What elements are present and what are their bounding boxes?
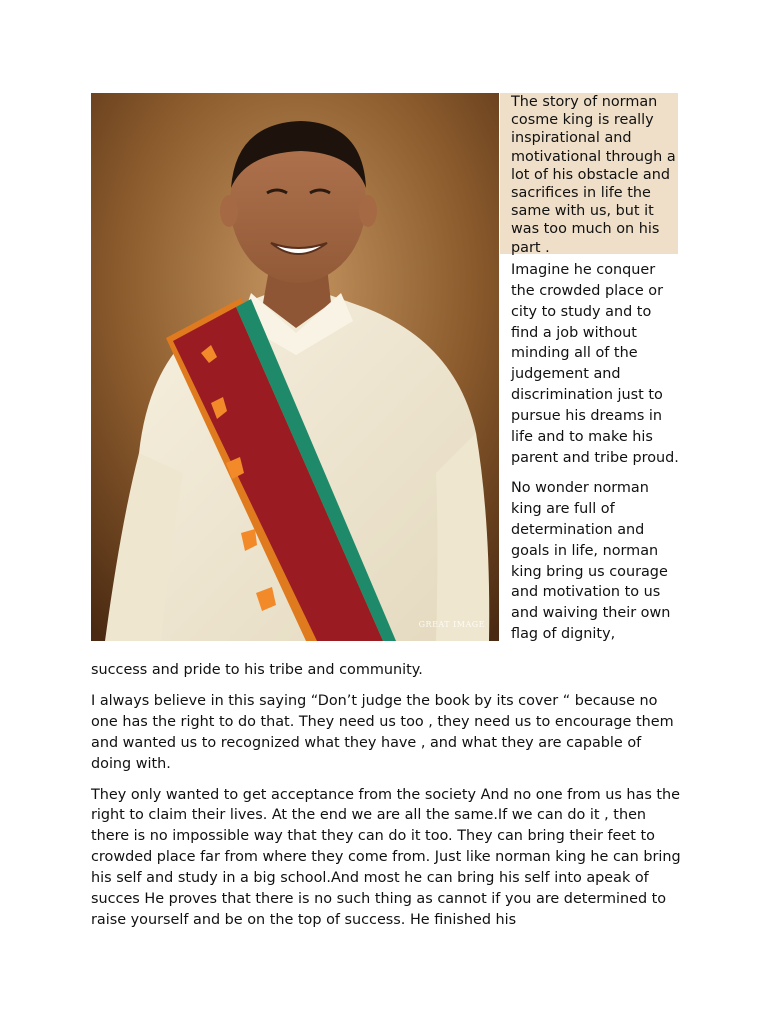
side-column bbox=[511, 93, 679, 645]
body-text bbox=[91, 660, 681, 941]
paragraph-continuation: success and pride to his tribe and community. bbox=[91, 662, 423, 678]
portrait-photo bbox=[91, 93, 499, 641]
highlighted-paragraph: The story of norman cosme king is really inspirational and motivational through a lot of his obstacle and sacrifices in life the same with us, but it was too much on his part . bbox=[511, 94, 676, 256]
paragraph-no-wonder: No wonder norman king are full of determination and goals in life, norman king bring us courage and motivation to us and waiving their own flag of dignity, bbox=[511, 479, 671, 643]
graduate-portrait-icon bbox=[91, 93, 499, 641]
paragraph-imagine: Imagine he conquer the crowded place or city to study and to find a job without minding all of the judgement and discrimination just to pursue his dreams in life and to make his parent and tribe proud. bbox=[511, 261, 679, 466]
paragraph-acceptance: They only wanted to get acceptance from the society And no one from us has the right to claim their lives. At the end we are all the same.If we can do it , then there is no impossible way that they can do it too. They can bring their feet to crowded place far from where they come from. Just like norman king he can bring his self and study in a big school.And most he can bring his self into apeak of succes He proves that there is no such thing as cannot if you are determined to raise yourself and be on the top of success. He finished his bbox=[91, 786, 681, 928]
photo-watermark: GREAT IMAGE bbox=[418, 620, 485, 629]
paragraph-saying: I always believe in this saying “Don’t judge the book by its cover “ because no one has the right to do that. They need us too , they need us to encourage them and wanted us to recognized what they have , and what they are capable of doing with. bbox=[91, 692, 674, 772]
